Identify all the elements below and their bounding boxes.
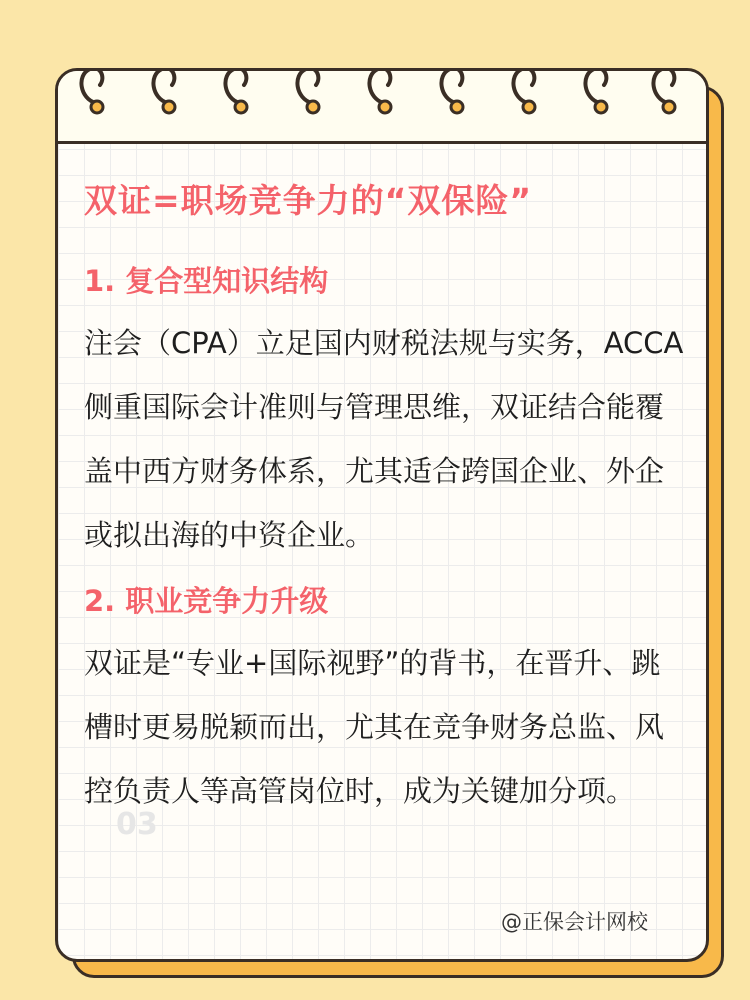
section-1-heading: 1. 复合型知识结构: [84, 264, 329, 298]
notebook-ring-icon: [506, 68, 546, 137]
notebook-ring-icon: [434, 68, 474, 137]
notebook-ring-icon: [218, 68, 258, 137]
notebook-ring-icon: [362, 68, 402, 137]
section-1-body: 注会（CPA）立足国内财税法规与实务，ACCA侧重国际会计准则与管理思维，双证结合能覆盖中西方财务体系，尤其适合跨国企业、外企或拟出海的中资企业。: [84, 326, 684, 552]
section-2-body: 双证是“专业+国际视野”的背书，在晋升、跳槽时更易脱颖而出，尤其在竞争财务总监、风控负责人等高管岗位时，成为关键加分项。: [84, 646, 665, 808]
watermark-number: 03: [116, 807, 158, 842]
notebook-ring-icon: [74, 68, 114, 137]
notebook-card: [55, 68, 709, 962]
notebook-ring-icon: [578, 68, 618, 137]
page-title: 双证=职场竞争力的“双保险”: [84, 181, 533, 220]
brand-signature: @正保会计网校: [501, 910, 648, 934]
notebook-ring-icon: [146, 68, 186, 137]
notebook-ring-icon: [290, 68, 330, 137]
section-2-heading: 2. 职业竞争力升级: [84, 584, 329, 618]
notebook-ring-icon: [646, 68, 686, 137]
